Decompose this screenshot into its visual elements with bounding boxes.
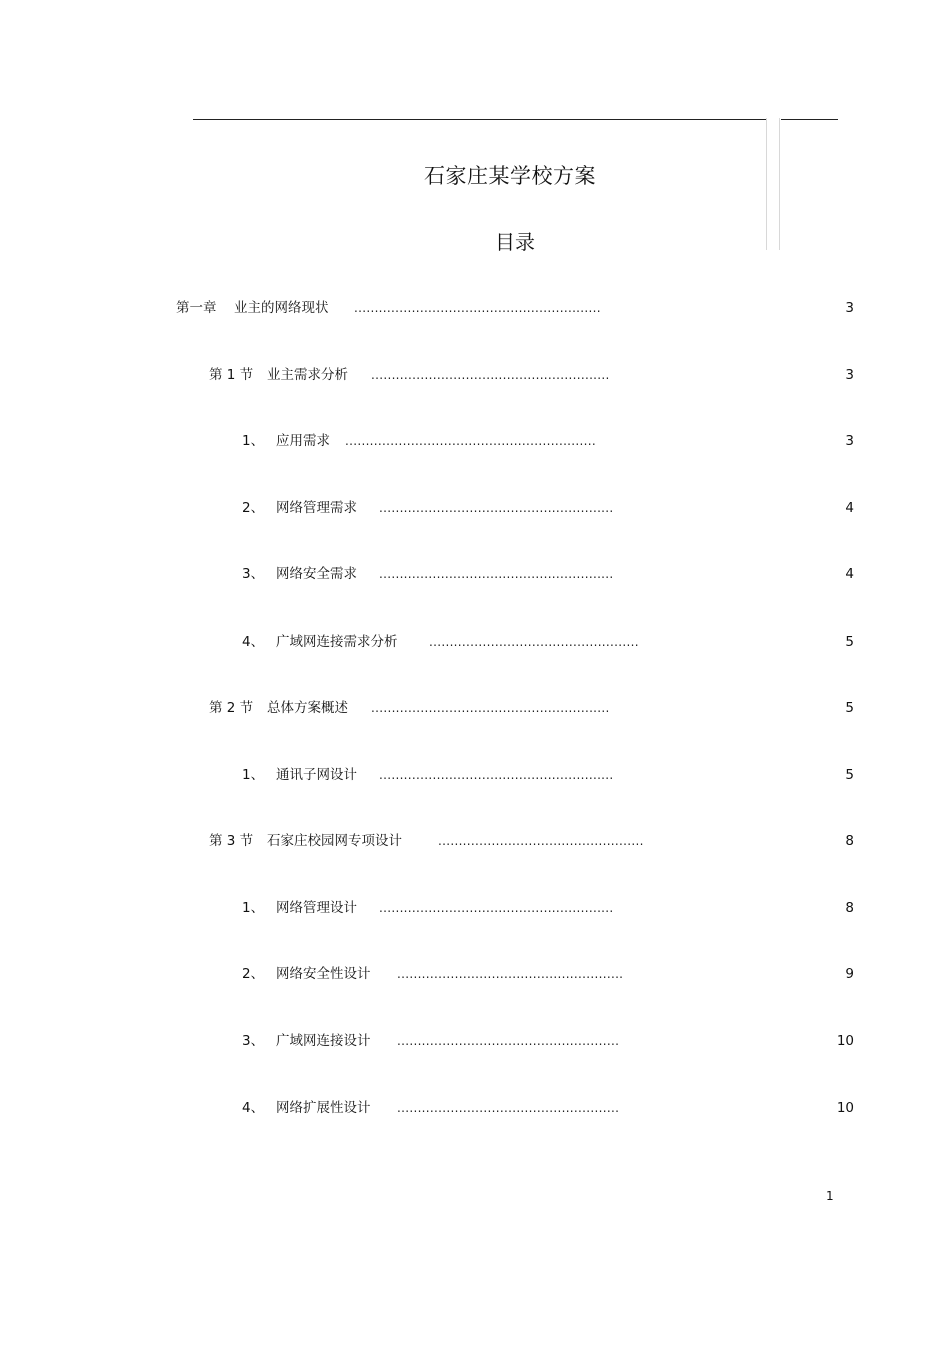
toc-entry-chapter-1[interactable] [176, 298, 601, 318]
toc-page-number: 5 [845, 700, 854, 716]
toc-entry-section-1[interactable] [209, 365, 610, 385]
toc-entry-section-3[interactable] [209, 831, 644, 851]
toc-number: 2、 [242, 966, 265, 982]
toc-entry-item[interactable] [242, 898, 614, 918]
toc-label: 网络安全需求 [276, 566, 357, 582]
toc-leader-dots: ......................................................... [379, 901, 614, 915]
toc-label: 业主需求分析 [267, 367, 348, 383]
toc-page-number: 10 [836, 1100, 854, 1116]
toc-leader-dots: ................................................... [429, 635, 639, 649]
toc-entry-item[interactable] [242, 964, 624, 984]
toc-entry-item[interactable] [242, 431, 596, 451]
toc-number: 第 2 节 [209, 700, 254, 716]
toc-label: 总体方案概述 [267, 700, 348, 716]
toc-leader-dots: .......................................................... [371, 368, 610, 382]
toc-leader-dots: ......................................................... [379, 768, 614, 782]
toc-number: 4、 [242, 634, 265, 650]
toc-page-number: 3 [845, 300, 854, 316]
toc-label: 网络安全性设计 [276, 966, 371, 982]
toc-label: 网络管理需求 [276, 500, 357, 516]
toc-label: 广域网连接设计 [276, 1033, 371, 1049]
toc-leader-dots: ....................................................... [397, 967, 624, 981]
toc-page-number: 4 [845, 566, 854, 582]
toc-page-number: 3 [845, 433, 854, 449]
toc-number: 3、 [242, 566, 265, 582]
toc-number: 1、 [242, 900, 265, 916]
toc-label: 业主的网络现状 [234, 300, 329, 316]
toc-leader-dots: .......................................................... [371, 701, 610, 715]
toc-leader-dots: ......................................................... [379, 501, 614, 515]
toc-number: 4、 [242, 1100, 265, 1116]
toc-label: 石家庄校园网专项设计 [267, 833, 402, 849]
toc-entry-item[interactable] [242, 1031, 620, 1051]
toc-number: 1、 [242, 767, 265, 783]
toc-page-number: 5 [845, 634, 854, 650]
toc-page-number: 9 [845, 966, 854, 982]
toc-number: 2、 [242, 500, 265, 516]
toc-leader-dots: .................................................. [438, 834, 644, 848]
toc-number: 第 3 节 [209, 833, 254, 849]
toc-label: 网络管理设计 [276, 900, 357, 916]
footer-page-number: 1 [826, 1189, 834, 1203]
toc-label: 网络扩展性设计 [276, 1100, 371, 1116]
toc-number: 1、 [242, 433, 265, 449]
header-rule-right [781, 119, 838, 120]
toc-leader-dots: ...................................................... [397, 1101, 620, 1115]
toc-entry-item[interactable] [242, 564, 614, 584]
toc-entry-item[interactable] [242, 765, 614, 785]
toc-page-number: 4 [845, 500, 854, 516]
toc-entry-item[interactable] [242, 632, 639, 652]
toc-label: 应用需求 [276, 433, 330, 449]
toc-page-number: 5 [845, 767, 854, 783]
toc-heading: 目录 [495, 230, 535, 254]
toc-page-number: 10 [836, 1033, 854, 1049]
toc-label: 广域网连接需求分析 [276, 634, 398, 650]
toc-page-number: 8 [845, 900, 854, 916]
toc-leader-dots: ............................................................. [345, 434, 596, 448]
toc-label: 通讯子网设计 [276, 767, 357, 783]
toc-entry-item[interactable] [242, 1098, 620, 1118]
toc-page-number: 3 [845, 367, 854, 383]
toc-entry-section-2[interactable] [209, 698, 610, 718]
toc-leader-dots: ...................................................... [397, 1034, 620, 1048]
toc-number: 第 1 节 [209, 367, 254, 383]
toc-leader-dots: ......................................................... [379, 567, 614, 581]
toc-number: 3、 [242, 1033, 265, 1049]
toc-number: 第一章 [176, 300, 217, 316]
toc-leader-dots: ............................................................ [354, 301, 601, 315]
header-rule-left [193, 119, 766, 120]
toc-page-number: 8 [845, 833, 854, 849]
document-title: 石家庄某学校方案 [424, 164, 596, 188]
toc-entry-item[interactable] [242, 498, 614, 518]
